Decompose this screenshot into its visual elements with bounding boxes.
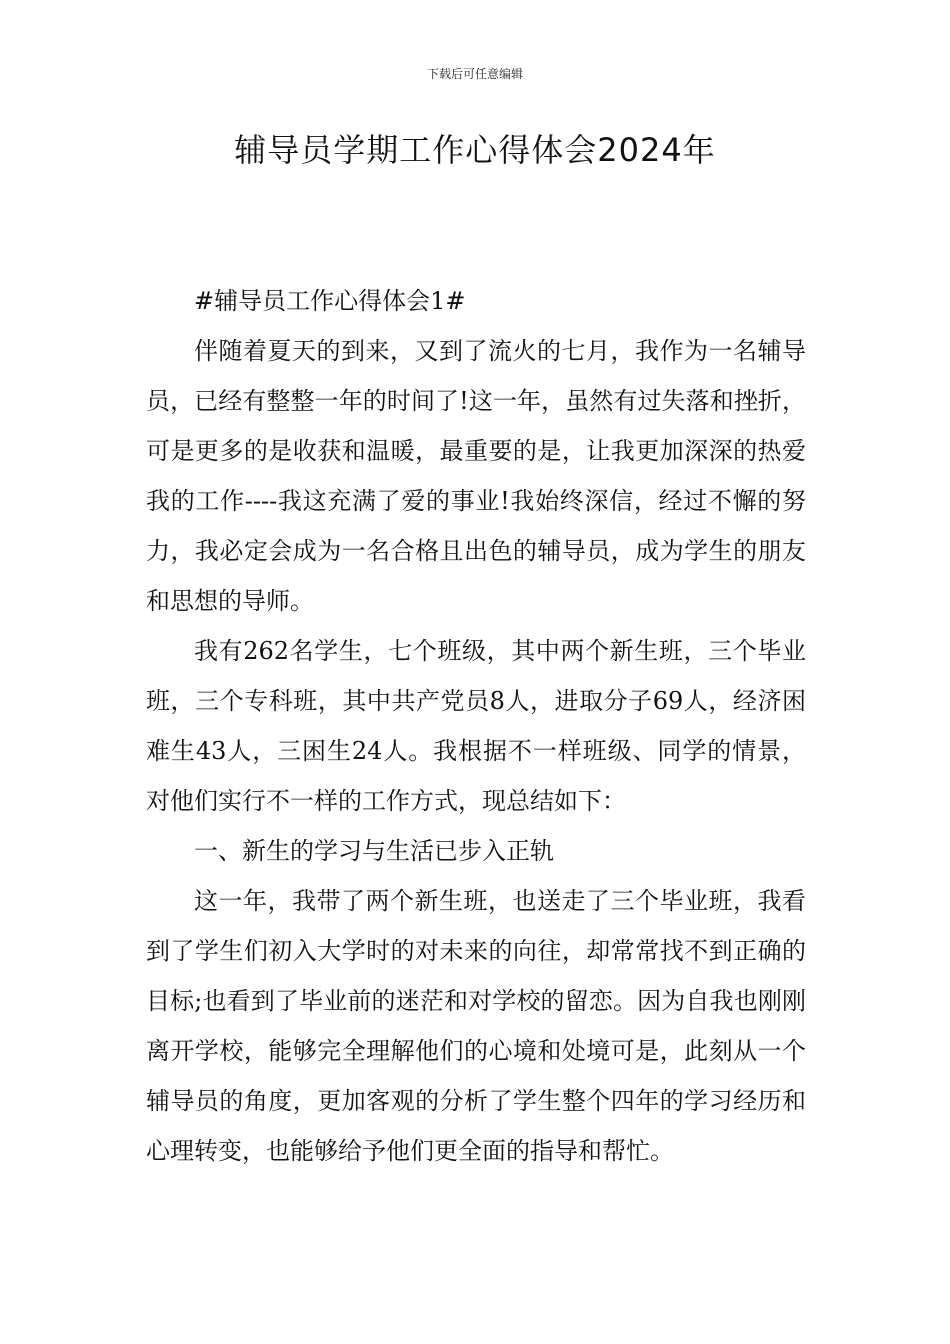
header-note: 下载后可任意编辑 bbox=[426, 67, 523, 81]
paragraph: 这一年，我带了两个新生班，也送走了三个毕业班，我看到了学生们初入大学时的对未来的向往，却常常找不到正确的目标;也看到了毕业前的迷茫和对学校的留恋。因为自我也刚刚离开学校，能够完全理解他们的心境和处境可是，此刻从一个辅导员的角度，更加客观的分析了学生整个四年的学习经历和心理转变，也能够给予他们更全面的指导和帮忙。 bbox=[146, 887, 806, 1165]
paragraph: 伴随着夏天的到来，又到了流火的七月，我作为一名辅导员，已经有整整一年的时间了!这一年，虽然有过失落和挫折，可是更多的是收获和温暖，最重要的是，让我更加深深的热爱我的工作----我这充满了爱的事业!我始终深信，经过不懈的努力，我必定会成为一名合格且出色的辅导员，成为学生的朋友和思想的导师。 bbox=[146, 337, 806, 615]
paragraph-section-heading: #辅导员工作心得体会1# bbox=[194, 287, 466, 315]
paragraph: 我有262名学生，七个班级，其中两个新生班，三个毕业班，三个专科班，其中共产党员8人，进取分子69人，经济困难生43人，三困生24人。我根据不一样班级、同学的情景，对他们实行不一样的工作方式，现总结如下： bbox=[146, 637, 806, 815]
document-title: 辅导员学期工作心得体会2024年 bbox=[234, 131, 716, 169]
document-body bbox=[146, 276, 806, 1176]
paragraph-subheading: 一、新生的学习与生活已步入正轨 bbox=[194, 837, 554, 865]
